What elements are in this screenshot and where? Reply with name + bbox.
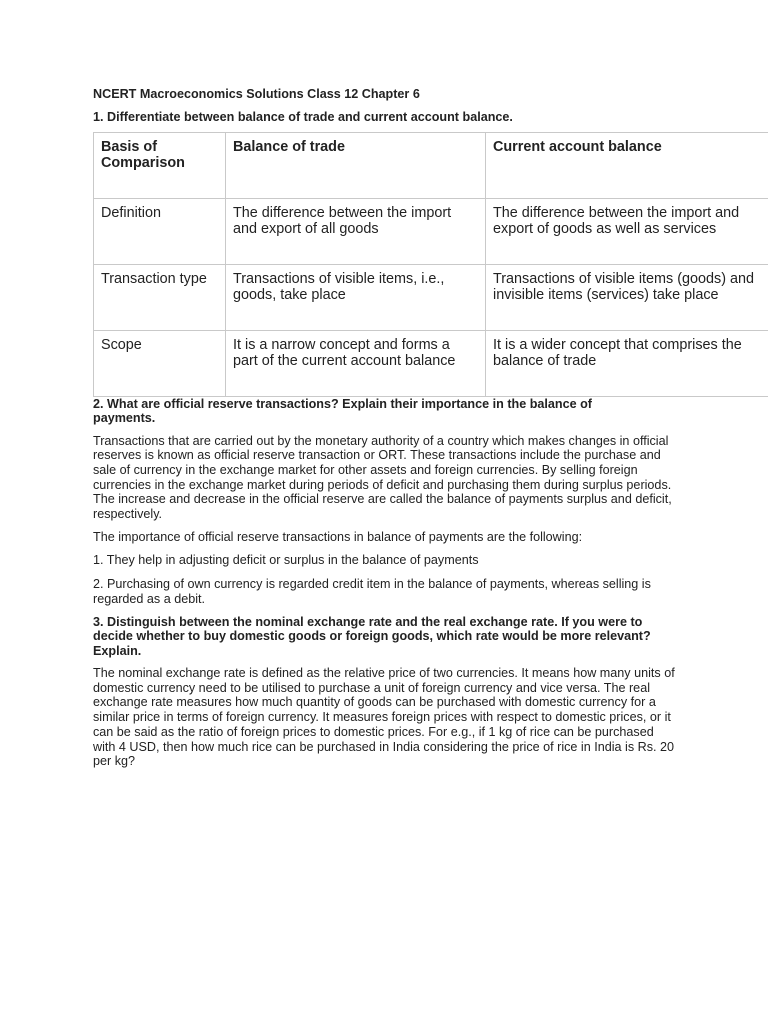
- question-1: 1. Differentiate between balance of trade and current account balance.: [93, 110, 513, 124]
- answer-2-list-item: 2. Purchasing of own currency is regarded credit item in the balance of payments, whereas selling is regarded as a debit.: [93, 577, 651, 606]
- document-page: [93, 86, 768, 777]
- table-header-cell: Basis of Comparison: [94, 132, 226, 198]
- table-row: [94, 330, 768, 396]
- table-cell: It is a narrow concept and forms a part of the current account balance: [226, 330, 486, 396]
- table-cell: It is a wider concept that comprises the balance of trade: [486, 330, 768, 396]
- table-cell: Definition: [94, 198, 226, 264]
- table-header-cell: Current account balance: [486, 132, 768, 198]
- answer-3-paragraph: The nominal exchange rate is defined as the relative price of two currencies. It means how many units of domestic currency need to be utilised to purchase a unit of foreign currency and vice versa. The real exchange rate measures how much quantity of goods can be purchased with domestic currency for a similar price in terms of foreign currency. It measures foreign prices with respect to domestic prices, or it can be said as the ratio of foreign prices to domestic prices. For e.g., if 1 kg of rice can be purchased with 4 USD, then how much rice can be purchased in India considering the price of rice in India is Rs. 20 per kg?: [93, 666, 675, 769]
- table-header-cell: Balance of trade: [226, 132, 486, 198]
- table-cell: The difference between the import and export of goods as well as services: [486, 198, 768, 264]
- table-row: [94, 198, 768, 264]
- comparison-table: [93, 132, 768, 397]
- table-cell: Transaction type: [94, 264, 226, 330]
- table-cell: Scope: [94, 330, 226, 396]
- document-title: NCERT Macroeconomics Solutions Class 12 Chapter 6: [93, 87, 420, 101]
- answer-2-paragraph: The importance of official reserve transactions in balance of payments are the following:: [93, 529, 583, 544]
- table-cell: Transactions of visible items, i.e., goods, take place: [226, 264, 486, 330]
- answer-2-list-item: 1. They help in adjusting deficit or surplus in the balance of payments: [93, 553, 479, 568]
- table-cell: The difference between the import and export of all goods: [226, 198, 486, 264]
- table-cell: Transactions of visible items (goods) and invisible items (services) take place: [486, 264, 768, 330]
- table-header-row: [94, 132, 768, 198]
- table-row: [94, 264, 768, 330]
- question-2: 2. What are official reserve transactions? Explain their importance in the balance of payments.: [93, 396, 592, 425]
- question-3: 3. Distinguish between the nominal exchange rate and the real exchange rate. If you were to decide whether to buy domestic goods or foreign goods, which rate would be more relevant? Explain.: [93, 614, 651, 658]
- answer-2-paragraph: Transactions that are carried out by the monetary authority of a country which makes changes in official reserves is known as official reserve transaction or ORT. These transactions include the purchase and sale of currency in the exchange market for other assets and foreign currencies. By selling foreign currencies in the exchange market during periods of deficit and purchasing them during surplus periods. The increase and decrease in the official reserve are called the balance of payments surplus and deficit, respectively.: [93, 433, 672, 522]
